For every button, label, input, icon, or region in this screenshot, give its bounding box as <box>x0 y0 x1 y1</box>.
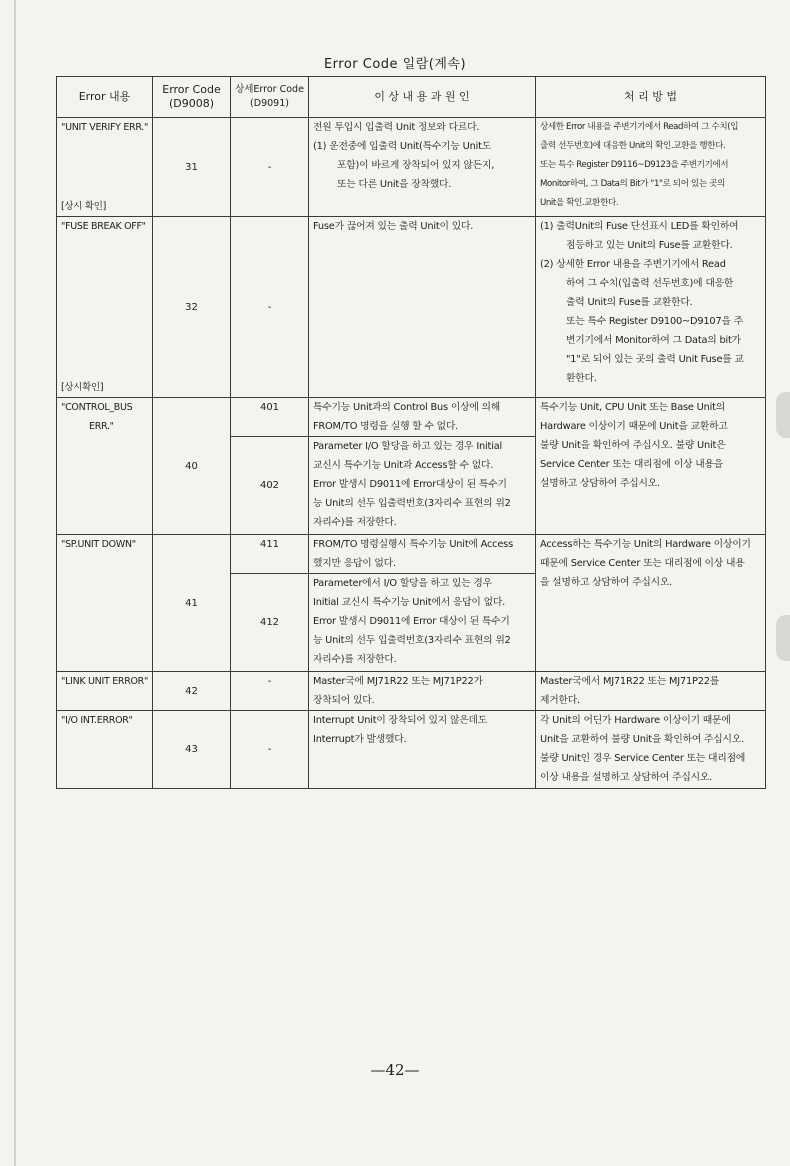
binding-hole-mark <box>776 392 790 438</box>
header-cause: 이 상 내 용 과 원 인 <box>309 77 536 118</box>
page-number: —42— <box>370 1061 420 1079</box>
cause-cell: 전원 투입시 입출력 Unit 정보와 다르다. (1) 운전중에 입출력 Unit(특수기능 Unit도 포함)이 바르게 장착되어 있지 않든지, 또는 다른 Unit을 장착했다. <box>309 118 536 217</box>
error-code: 31 <box>153 118 231 217</box>
action-cell: (1) 출력Unit의 Fuse 단선표시 LED를 확인하여 점등하고 있는 Unit의 Fuse를 교환한다. (2) 상세한 Error 내용을 주변기기에서 Read 하여 그 수치(입출력 선두번호)에 대응한 출력 Unit의 Fuse를 교환한다. 또는 특수 Register D9100~D9107을 주 변기기에서 Monitor하여 그 Data의 bit가 "1"로 되어 있는 곳의 출력 Unit Fuse를 교 환한다. <box>536 217 766 398</box>
detail-code: 402 <box>231 437 309 535</box>
table-row <box>57 672 766 711</box>
action-cell: 특수기능 Unit, CPU Unit 또는 Base Unit의 Hardware 이상이기 때문에 Unit을 교환하고 불량 Unit을 확인하여 주십시오. 불량 Unit은 Service Center 또는 대리점에 이상 내용을 설명하고 상담하여 주십시오. <box>536 398 766 535</box>
cause-cell: Interrupt Unit이 장착되어 있지 않은데도 Interrupt가 발생했다. <box>309 711 536 789</box>
action-cell: Master국에서 MJ71R22 또는 MJ71P22를 제거한다. <box>536 672 766 711</box>
table-row <box>57 398 766 437</box>
scan-edge <box>14 0 16 1166</box>
detail-code: 401 <box>231 398 309 437</box>
action-cell: Access하는 특수기능 Unit의 Hardware 이상이기 때문에 Service Center 또는 대리점에 이상 내용 을 설명하고 상담하여 주십시오. <box>536 535 766 672</box>
detail-code: - <box>231 672 309 711</box>
error-code-table <box>56 76 766 789</box>
header-error: Error 내용 <box>57 77 153 118</box>
header-detail-code: 상세Error Code (D9091) <box>231 77 309 118</box>
table-row <box>57 217 766 398</box>
cause-cell: Master국에 MJ71R22 또는 MJ71P22가 장착되어 있다. <box>309 672 536 711</box>
error-name-sub: [상시 확인] <box>61 201 107 212</box>
binding-hole-mark <box>776 615 790 661</box>
cause-cell: FROM/TO 명령실행시 특수기능 Unit에 Access 했지만 응답이 없다. <box>309 535 536 574</box>
action-cell: 각 Unit의 어딘가 Hardware 이상이기 때문에 Unit을 교환하여 불량 Unit을 확인하여 주십시오. 불량 Unit인 경우 Service Center 또는 대리점에 이상 내용을 설명하고 상담하여 주십시오. <box>536 711 766 789</box>
error-code: 32 <box>153 217 231 398</box>
cause-cell: 특수기능 Unit과의 Control Bus 이상에 의해 FROM/TO 명령을 실행 할 수 없다. <box>309 398 536 437</box>
detail-code: 411 <box>231 535 309 574</box>
detail-code: - <box>231 711 309 789</box>
header-error-code: Error Code (D9008) <box>153 77 231 118</box>
table-header-row <box>57 77 766 118</box>
error-name: "LINK UNIT ERROR" <box>57 672 153 711</box>
error-code: 41 <box>153 535 231 672</box>
error-code: 42 <box>153 672 231 711</box>
detail-code: - <box>231 217 309 398</box>
error-code: 40 <box>153 398 231 535</box>
header-action: 처 리 방 법 <box>536 77 766 118</box>
page-title: Error Code 일람(계속) <box>323 57 467 72</box>
detail-code: - <box>231 118 309 217</box>
error-name: "UNIT VERIFY ERR." [상시 확인] <box>57 118 153 217</box>
detail-code: 412 <box>231 574 309 672</box>
cause-cell: Parameter I/O 할당을 하고 있는 경우 Initial 교신시 특수기능 Unit과 Access할 수 없다. Error 발생시 D9011에 Error대상이 된 특수기 능 Unit의 선두 입출력번호(3자리수 표현의 위2 자리수)를 저장한다. <box>309 437 536 535</box>
table-row <box>57 535 766 574</box>
cause-cell: Parameter에서 I/O 할당을 하고 있는 경우 Initial 교신시 특수기능 Unit에서 응답이 없다. Error 발생시 D9011에 Error 대상이 된 특수기 능 Unit의 선두 입출력번호(3자리수 표현의 위2 자리수)를 저장한다. <box>309 574 536 672</box>
table-row <box>57 711 766 789</box>
error-code: 43 <box>153 711 231 789</box>
action-cell: 상세한 Error 내용을 주변기기에서 Read하여 그 수치(입 출력 선두번호)에 대응한 Unit의 확인.교환을 행한다. 또는 특수 Register D9116~D9123을 주변기기에서 Monitor하여, 그 Data의 Bit가 "1"로 되어 있는 곳의 Unit을 확인.교환한다. <box>536 118 766 217</box>
error-name-sub: [상시확인] <box>61 382 104 393</box>
error-name: "I/O INT.ERROR" <box>57 711 153 789</box>
error-name: "CONTROL_BUS ERR." <box>57 398 153 535</box>
table-row <box>57 118 766 217</box>
cause-cell: Fuse가 끊어져 있는 출력 Unit이 있다. <box>309 217 536 398</box>
error-name: "SP.UNIT DOWN" <box>57 535 153 672</box>
error-name: "FUSE BREAK OFF" [상시확인] <box>57 217 153 398</box>
